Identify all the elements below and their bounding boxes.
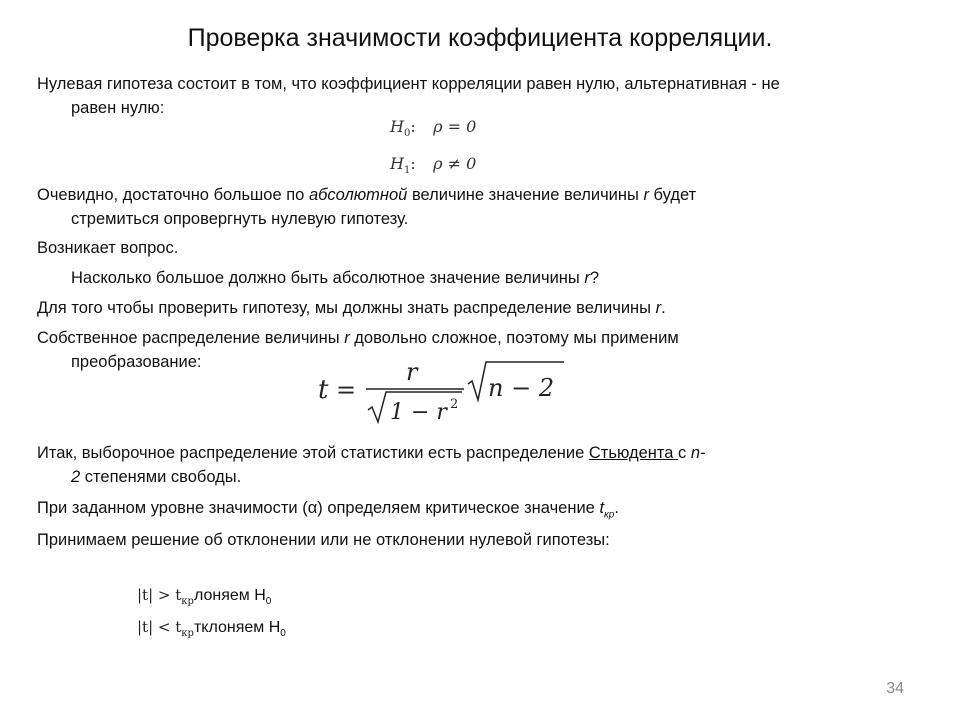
text-span: ? — [589, 269, 600, 287]
paragraph-line: преобразование: — [71, 353, 202, 371]
h1-expression: ρ ≠ 0 — [433, 154, 477, 173]
student-paragraph — [37, 441, 837, 489]
variable-r: r — [655, 299, 662, 317]
h0-formula — [390, 117, 530, 139]
formula-denominator: 1 − r — [390, 400, 447, 425]
decision-subscript: 0 — [265, 596, 272, 608]
condition-subscript: кр — [181, 596, 194, 607]
variable-t: t — [599, 499, 605, 517]
decision-rule-accept — [137, 616, 286, 645]
text-span: степенями свободы. — [80, 468, 242, 486]
h1-label: H — [390, 154, 404, 173]
h0-subscript: 0 — [403, 128, 411, 140]
variable-r: r — [344, 329, 350, 347]
paragraph-line: стремиться опровергнуть нулевую гипотезу. — [71, 210, 409, 228]
h0-colon: : — [410, 117, 416, 136]
variable-n: n- — [690, 444, 706, 462]
page-number: 34 — [886, 680, 904, 697]
page-title: Проверка значимости коэффициента корреляции. — [187, 24, 773, 52]
text-span: с — [678, 444, 691, 462]
variable-r: r — [643, 186, 649, 204]
decision-paragraph: Принимаем решение об отклонении или не отклонении нулевой гипотезы: — [37, 531, 610, 549]
condition-text: |t| < t — [137, 618, 182, 636]
distribution-paragraph — [37, 296, 837, 320]
text-span: Собственное распределение величины — [37, 329, 345, 347]
variable-2: 2 — [71, 468, 81, 486]
h0-expression: ρ = 0 — [433, 117, 477, 136]
text-span: При заданном уровне значимости (α) определяем критическое значение — [37, 499, 600, 517]
paragraph-line — [37, 326, 837, 350]
paragraph-line — [37, 465, 837, 489]
text-span: Для того чтобы проверить гипотезу, мы должны знать распределение величины — [37, 299, 656, 317]
subscript-kr: кр — [604, 509, 615, 521]
question-detail-paragraph — [37, 266, 871, 290]
critical-value-paragraph — [37, 496, 837, 527]
text-span: Очевидно, достаточно большое по — [37, 186, 309, 204]
condition-subscript: кр — [181, 628, 194, 639]
formula-denominator-exponent: 2 — [450, 397, 459, 412]
paragraph-line — [37, 441, 837, 465]
h0-label: H — [390, 117, 404, 136]
condition-text: |t| > t — [137, 586, 182, 604]
formula-numerator: r — [406, 358, 418, 386]
decision-condition — [137, 618, 194, 639]
t-statistic-formula — [316, 356, 566, 426]
variable-r: r — [584, 269, 590, 287]
text-span: . — [661, 299, 666, 317]
h1-subscript: 1 — [403, 165, 411, 177]
formula-equals: = — [336, 376, 357, 404]
decision-subscript: 0 — [280, 628, 286, 640]
null-hypothesis-paragraph — [37, 72, 837, 120]
obvious-paragraph — [37, 183, 837, 231]
paragraph-line: Нулевая гипотеза состоит в том, что коэффициент корреляции равен нулю, альтернативная - не — [37, 75, 780, 93]
question-paragraph: Возникает вопрос. — [37, 239, 179, 257]
paragraph-line — [37, 183, 837, 207]
text-span: величине значение величины — [407, 186, 644, 204]
decision-rule-reject — [137, 584, 271, 613]
text-span: Итак, выборочное распределение этой статистики есть распределение — [37, 444, 589, 462]
decision-text: тклоняем H — [193, 619, 281, 636]
text-span: будет — [648, 186, 697, 204]
paragraph-line: равен нулю: — [71, 99, 165, 117]
h1-formula — [390, 154, 530, 176]
formula-lhs: t — [318, 375, 329, 405]
decision-text: лоняем H — [193, 587, 266, 604]
text-span: . — [614, 499, 619, 517]
text-span: Насколько большое должно быть абсолютное значение величины — [71, 269, 585, 287]
h1-colon: : — [410, 154, 416, 173]
italic-span: абсолютной — [308, 186, 408, 204]
decision-condition — [137, 586, 194, 607]
text-span: довольно сложное, поэтому мы применим — [349, 329, 679, 347]
student-link[interactable]: Стьюдента — [588, 444, 679, 462]
formula-rhs: n − 2 — [488, 374, 555, 402]
